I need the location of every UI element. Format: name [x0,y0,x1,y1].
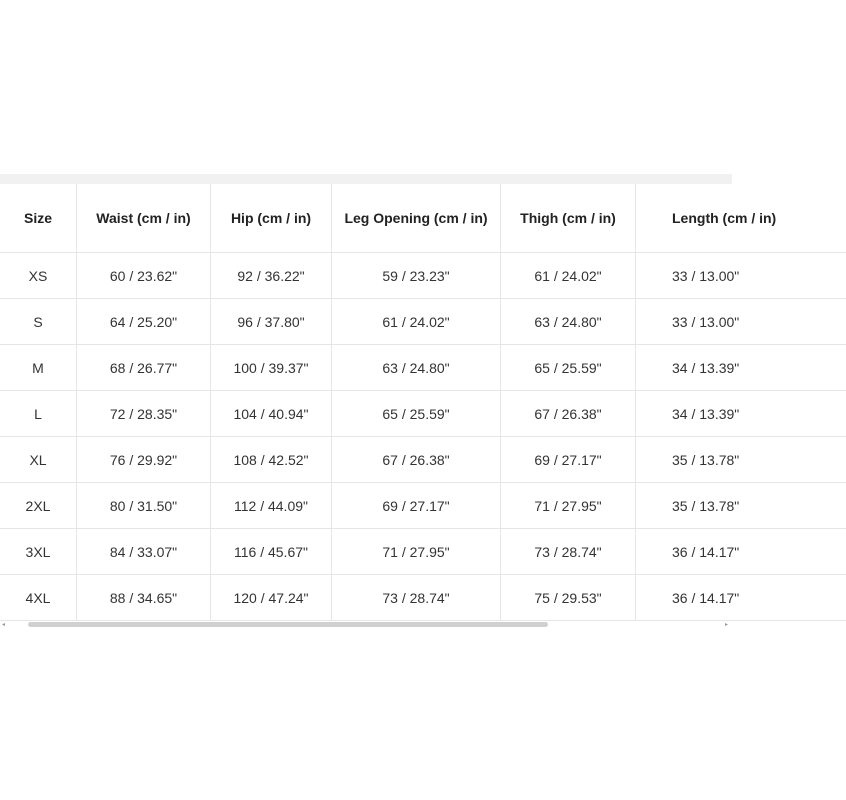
cell-length: 34 / 13.39" [636,345,846,391]
cell-length: 36 / 14.17" [636,575,846,621]
table-row [0,391,846,437]
cell-leg-opening: 59 / 23.23" [332,253,501,299]
cell-size: L [0,391,77,437]
scrollbar-thumb[interactable] [28,622,548,627]
cell-size: XL [0,437,77,483]
cell-length: 33 / 13.00" [636,253,846,299]
cell-length: 35 / 13.78" [636,483,846,529]
cell-waist: 64 / 25.20" [77,299,211,345]
cell-thigh: 69 / 27.17" [501,437,636,483]
cell-leg-opening: 67 / 26.38" [332,437,501,483]
table-row [0,437,846,483]
table-row [0,575,846,621]
cell-waist: 72 / 28.35" [77,391,211,437]
cell-waist: 68 / 26.77" [77,345,211,391]
cell-size: M [0,345,77,391]
cell-size: 3XL [0,529,77,575]
cell-size: 2XL [0,483,77,529]
header-leg-opening: Leg Opening (cm / in) [332,184,501,253]
header-thigh: Thigh (cm / in) [501,184,636,253]
cell-hip: 96 / 37.80" [211,299,332,345]
cell-leg-opening: 71 / 27.95" [332,529,501,575]
cell-leg-opening: 69 / 27.17" [332,483,501,529]
cell-hip: 112 / 44.09" [211,483,332,529]
cell-waist: 60 / 23.62" [77,253,211,299]
cell-length: 33 / 13.00" [636,299,846,345]
cell-thigh: 65 / 25.59" [501,345,636,391]
cell-hip: 100 / 39.37" [211,345,332,391]
cell-waist: 84 / 33.07" [77,529,211,575]
cell-thigh: 73 / 28.74" [501,529,636,575]
cell-leg-opening: 63 / 24.80" [332,345,501,391]
scroll-left-arrow-icon[interactable]: ◂ [2,622,6,628]
cell-hip: 104 / 40.94" [211,391,332,437]
cell-size: 4XL [0,575,77,621]
table-row [0,529,846,575]
cell-length: 36 / 14.17" [636,529,846,575]
table-top-strip [0,174,732,184]
table-row [0,299,846,345]
header-hip: Hip (cm / in) [211,184,332,253]
cell-length: 34 / 13.39" [636,391,846,437]
header-row [0,184,846,253]
size-chart-table [0,184,846,621]
cell-thigh: 61 / 24.02" [501,253,636,299]
table-row [0,345,846,391]
cell-hip: 92 / 36.22" [211,253,332,299]
header-size: Size [0,184,77,253]
cell-size: S [0,299,77,345]
cell-leg-opening: 61 / 24.02" [332,299,501,345]
cell-thigh: 67 / 26.38" [501,391,636,437]
cell-leg-opening: 65 / 25.59" [332,391,501,437]
cell-waist: 76 / 29.92" [77,437,211,483]
horizontal-scrollbar[interactable] [0,621,732,629]
cell-size: XS [0,253,77,299]
cell-length: 35 / 13.78" [636,437,846,483]
cell-waist: 88 / 34.65" [77,575,211,621]
cell-thigh: 63 / 24.80" [501,299,636,345]
table-row [0,253,846,299]
table-row [0,483,846,529]
cell-leg-opening: 73 / 28.74" [332,575,501,621]
cell-thigh: 75 / 29.53" [501,575,636,621]
size-chart-container[interactable] [0,174,777,629]
header-length: Length (cm / in) [636,184,846,253]
cell-waist: 80 / 31.50" [77,483,211,529]
cell-thigh: 71 / 27.95" [501,483,636,529]
cell-hip: 116 / 45.67" [211,529,332,575]
cell-hip: 120 / 47.24" [211,575,332,621]
header-waist: Waist (cm / in) [77,184,211,253]
scroll-right-arrow-icon[interactable]: ▸ [724,622,728,628]
cell-hip: 108 / 42.52" [211,437,332,483]
